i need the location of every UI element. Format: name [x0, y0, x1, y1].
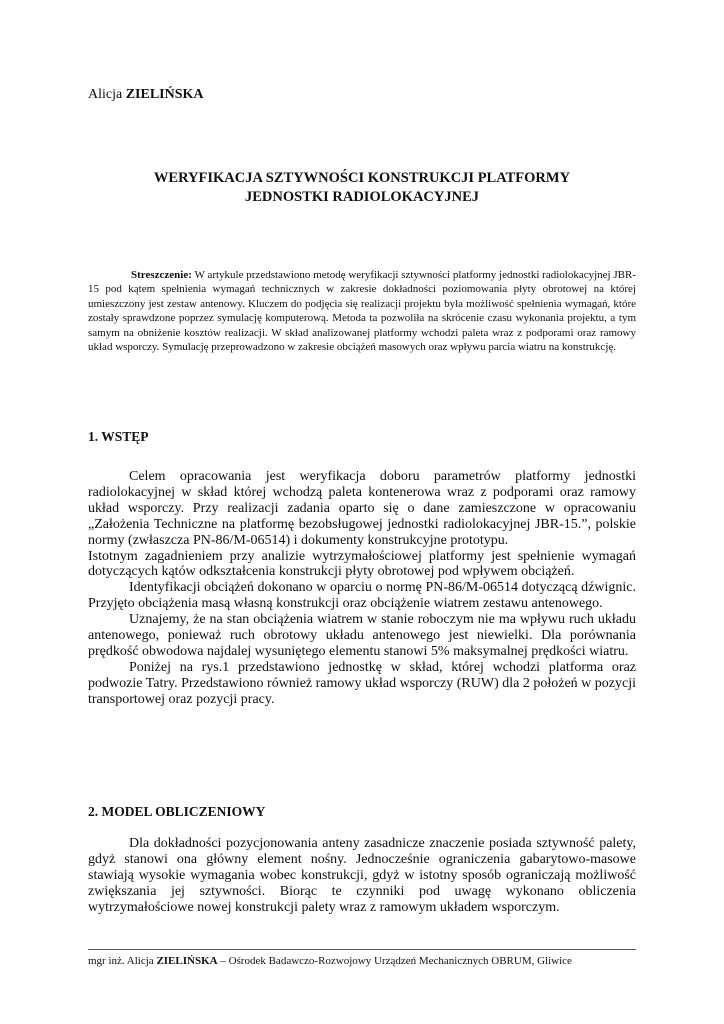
section-2-body: [88, 836, 636, 916]
abstract-label: Streszczenie:: [131, 269, 192, 281]
section-2-heading: 2. MODEL OBLICZENIOWY: [88, 804, 266, 819]
footer-divider: [88, 949, 636, 950]
section-1-paragraph: Celem opracowania jest weryfikacja doboru parametrów platformy jednostki radiolokacyjnej w skład której wchodzą paleta kontenerowa wraz z podporami oraz ramowy układ wsporczy. Przy realizacji zadania oparto się o dane zamieszczone w opracowaniu „Założenia Techniczne na platformę bezobsługowej jednostki radiolokacyjnej JBR-15.”, polskie normy (zwłaszcza PN-86/M-06514) i dokumenty konstrukcyjne prototypu.: [88, 469, 636, 548]
title-line-2: JEDNOSTKI RADIOLOKACYJNEJ: [244, 189, 480, 205]
section-1-paragraph: Poniżej na rys.1 przedstawiono jednostkę w skład, której wchodzi platforma oraz podwozie Tatry. Przedstawiono również ramowy układ wsporczy (RUW) dla 2 położeń w pozycji transportowej oraz pozycji pracy.: [88, 659, 636, 707]
section-1-paragraph: Identyfikacji obciążeń dokonano w oparciu o normę PN-86/M-06514 dotyczącą dźwignic. Przyjęto obciążenia masą własną konstrukcji oraz obciążenie wiatrem zestawu antenowego.: [88, 580, 636, 612]
section-1-body: [88, 469, 636, 708]
author-last-name: ZIELIŃSKA: [125, 87, 204, 102]
section-1-paragraph: Istotnym zagadnieniem przy analizie wytrzymałościowej platformy jest spełnienie wymagań dotyczących kątów odkształcenia konstrukcji płyty obrotowej pod wpływem obciążeń.: [88, 548, 636, 580]
author-first-name: Alicja: [88, 87, 123, 102]
footer-prefix: mgr inż. Alicja: [88, 955, 154, 967]
paper-title: [88, 169, 636, 207]
abstract: [88, 268, 636, 354]
abstract-text: W artykule przedstawiono metodę weryfikacji sztywności platformy jednostki radiolokacyjnej JBR-15 pod kątem spełnienia wymagań technicznych w zakresie dokładności poziomowania płyty obrotowej na której umieszczony jest zestaw antenowy. Kluczem do podjęcia się realizacji projektu była możliwość spełnienia wymagań, które zostały sprawdzone poprzez symulację komputerową. Metoda ta pozwoliła na skrócenie czasu wykonania projektu, a tym samym na obniżenie kosztów realizacji. W skład analizowanej platformy wchodzi paleta wraz z podporami oraz ramowy układ wsporczy. Symulację przeprowadzono w zakresie obciążeń masowych oraz wpływu parcia wiatru na konstrukcję.: [88, 269, 636, 354]
section-1-paragraph: Uznajemy, że na stan obciążenia wiatrem w stanie roboczym nie ma wpływu ruch układu antenowego, ponieważ ruch obrotowy układu antenowego jest niewielki. Dla porównania prędkość obwodowa najdalej wysuniętego elementu stanowi 5% maksymalnej prędkości wiatru.: [88, 612, 636, 659]
title-line-1: WERYFIKACJA SZTYWNOŚCI KONSTRUKCJI PLATFORMY: [153, 170, 571, 186]
section-1-heading: 1. WSTĘP: [88, 429, 149, 444]
footer: [88, 954, 648, 968]
footer-affiliation: – Ośrodek Badawczo-Rozwojowy Urządzeń Mechanicznych OBRUM, Gliwice: [220, 955, 572, 967]
footer-name: ZIELIŃSKA: [156, 955, 218, 967]
author-line: [88, 86, 204, 104]
section-2-paragraph: Dla dokładności pozycjonowania anteny zasadnicze znaczenie posiada sztywność palety, gdyż stanowi ona główny element nośny. Jednocześnie ograniczenia gabarytowo-masowe stawiają wysokie wymagania wobec konstrukcji, gdyż w istotny sposób ograniczają możliwość zwiększania jej sztywności. Biorąc te czynniki pod uwagę wykonano obliczenia wytrzymałościowe nowej konstrukcji palety wraz z ramowym układem wsporczym.: [88, 836, 636, 915]
